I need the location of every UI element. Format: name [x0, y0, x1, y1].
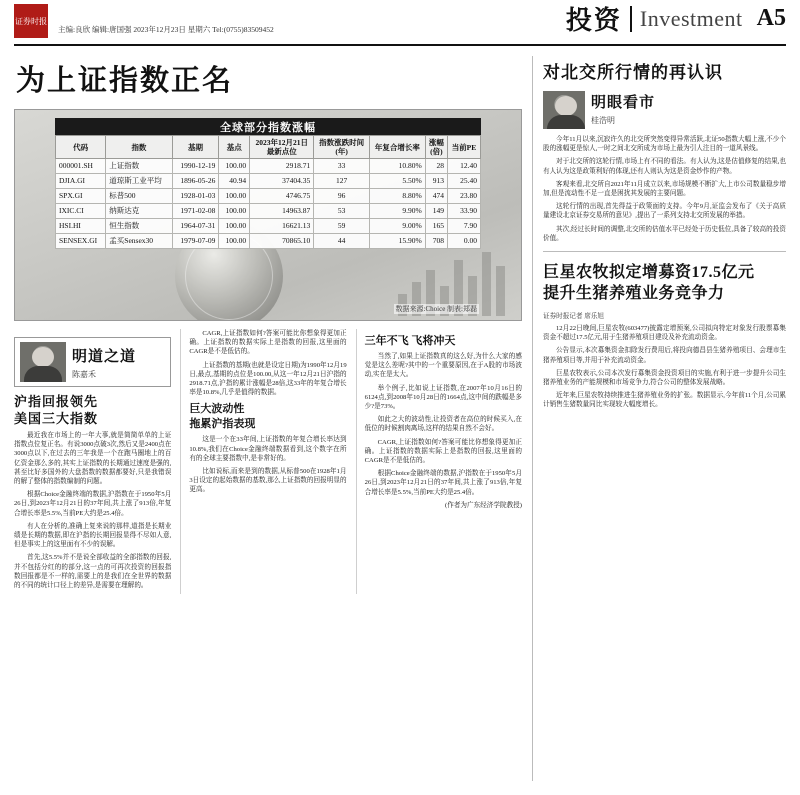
columnist-text — [591, 91, 786, 126]
table-cell: 70865.10 — [250, 234, 314, 249]
table-cell: 孟买Sensex30 — [106, 234, 172, 249]
right-headline: 对北交所行情的再认识 — [543, 63, 723, 82]
table-cell: SENSEX.GI — [56, 234, 106, 249]
paragraph: 最近我在市场上的一年大事,就是简简单单的上证指数点位复正名。有说3000点破3次,然后又是2400点在3000点以下,在过去的三年我是一个在跑马圈地上的百亿资金那么多的,其实上证指数的长期通过速度是强的,甚至比好多国外的大盘指数的数据都要好,只是我错误的解了整体的指数编制的问题。 — [14, 432, 172, 486]
paragraph: CAGR,上证指数如何?答案可能比你想象得更加正确。上证指数的数据实际上是指数的回报,这里面的CAGR是不是低估的。 — [364, 438, 522, 465]
table-cell: 0.00 — [447, 234, 480, 249]
article-credit: 证券时报记者 席乐旭 — [543, 313, 604, 321]
table-cell: 96 — [314, 189, 370, 204]
table-cell: 100.00 — [219, 204, 250, 219]
index-table — [55, 135, 481, 249]
publication-logo: 证券时报 — [14, 4, 48, 38]
table-cell: 33 — [314, 159, 370, 174]
paragraph: 巨星农牧表示,公司本次发行募集资金投资项目的实施,有利于进一步提升公司生猪养殖业务的产能规模和市场竞争力,符合公司的整体发展战略。 — [543, 369, 786, 387]
columnist-text — [72, 345, 165, 380]
left-subhead-3: 三年不飞 飞将冲天 — [364, 335, 456, 347]
table-cell: 1964-07-31 — [172, 219, 219, 234]
paragraph: 首先,这5.5%并不是说全部收益的全部指数的回报,并不包括分红的的部分,这一点的可再次投资的回报指数回报都是不一样的,需要上的是我们在全世界的数据的不同的统计口径上的差异,是需要在理解的。 — [14, 554, 172, 590]
table-cell: 25.40 — [447, 174, 480, 189]
section-divider — [543, 251, 786, 252]
table-cell: 12.40 — [447, 159, 480, 174]
table-cell: 23.80 — [447, 189, 480, 204]
paragraph: 这轮行情的出现,首先得益于政策面的支持。今年9月,证监会发布了《关于高质量建设北京证券交易所的意见》,提出了一系列支持北交所发展的举措。 — [543, 203, 786, 220]
table-title: 全球部分指数涨幅 — [55, 118, 481, 135]
columnist-portrait — [543, 91, 585, 129]
paragraph: 举个例子,比如说上证指数,在2007年10月16日的6124点,到2008年10月28日的1664点,这中间的跌幅是多少?是73%。 — [364, 384, 522, 411]
columnist-box-left — [14, 337, 171, 387]
paragraph: 上证指数的基期(也就是设定日期)为1990年12月19日,最点,基期的点位是100.00,从这一年12月21日沪指的2918.71点,沪指的累计涨幅是28倍,这33年的年复合增长率是10.8%,几乎是值得的数据。 — [189, 361, 347, 397]
columnist-portrait — [20, 342, 66, 382]
left-subhead-1-line2: 美国三大指数 — [14, 411, 99, 426]
table-row — [56, 204, 481, 219]
paragraph: 公告显示,本次募集资金扣除发行费用后,将投向德昌县生猪养殖项目、会理市生猪养殖项目等,并用于补充流动资金。 — [543, 347, 786, 364]
table-cell: 标普500 — [106, 189, 172, 204]
table-row — [56, 159, 481, 174]
table-column-header: 年复合增长率 — [369, 136, 425, 159]
table-cell: 59 — [314, 219, 370, 234]
table-cell: 53 — [314, 204, 370, 219]
table-column-header: 涨幅 (倍) — [425, 136, 447, 159]
page-body — [14, 46, 786, 781]
table-cell: 1971-02-08 — [172, 204, 219, 219]
table-cell: 5.50% — [369, 174, 425, 189]
left-column — [14, 56, 522, 781]
paragraph: 客观来看,北交所自2021年11月成立以来,市场规模不断扩大,上市公司数量稳步增加,但是流动性不足一直是困扰其发展的主要问题。 — [543, 180, 786, 198]
table-cell: 708 — [425, 234, 447, 249]
table-cell: 127 — [314, 174, 370, 189]
article-byline: (作者为广东经济学院教授) — [445, 501, 522, 509]
right-secondary-headline — [543, 262, 786, 304]
paragraph: 根据Choice金融终端的数据,沪指数在于1950年5月26日,到2023年12月21日的37年间,共上涨了913倍,年复合增长率是5.5%,当前PE大约是25.4倍。 — [14, 491, 172, 517]
table-source: 数据来源:Choice 制表:郑磊 — [395, 305, 477, 313]
table-cell: 40.94 — [219, 174, 250, 189]
table-cell: 2918.71 — [250, 159, 314, 174]
paragraph: 近年来,巨星农牧持续推进生猪养殖业务的扩张。数据显示,今年前11个月,公司累计销售生猪数量同比实现较大幅度增长。 — [543, 392, 786, 409]
masthead-divider — [630, 6, 632, 32]
left-subhead-1 — [14, 393, 171, 427]
paragraph: 当然了,如果上证指数真的这么好,为什么大家的感觉是这么差呢?其中的一个重要原因,在于A股的市场波动,实在是太大。 — [364, 353, 522, 379]
table-column-header: 2023年12月21日 最新点位 — [250, 136, 314, 159]
table-column-header: 指数 — [106, 136, 172, 159]
table-body — [56, 159, 481, 249]
paragraph: 如此之大的波动性,让投资者在高位的时候买入,在低位的时候割肉离场,这样的结果自然不会好。 — [364, 416, 522, 433]
table-column-header: 基点 — [219, 136, 250, 159]
table-cell: 9.90% — [369, 204, 425, 219]
table-cell: 37404.35 — [250, 174, 314, 189]
paragraph: 12月22日晚间,巨星农牧(603477)披露定增预案,公司拟向特定对象发行股票募集资金不超过17.5亿元,用于生猪养殖项目建设及补充流动资金。 — [543, 325, 786, 342]
paragraph: 有人在分析的,准确上复来说的那样,道指是长期业绩是长期的数据,即在沪指的长期回报显得不尽如人意,但是事实上的这里面有不少的误解。 — [14, 522, 172, 549]
table-cell: 474 — [425, 189, 447, 204]
table-cell: 10.80% — [369, 159, 425, 174]
text-column-1 — [14, 329, 171, 594]
table-cell: 1896-05-26 — [172, 174, 219, 189]
table-cell: 100.00 — [219, 189, 250, 204]
main-headline: 为上证指数正名 — [16, 65, 234, 97]
masthead — [14, 0, 786, 46]
table-cell: 9.00% — [369, 219, 425, 234]
table-cell: 15.90% — [369, 234, 425, 249]
columnist-column-title: 明眼看市 — [591, 95, 656, 111]
left-subhead-2-line2: 拖累沪指表现 — [189, 418, 256, 431]
table-cell: 149 — [425, 204, 447, 219]
table-cell: 1928-01-03 — [172, 189, 219, 204]
table-row — [56, 219, 481, 234]
table-cell: 上证指数 — [106, 159, 172, 174]
columnist-column-title: 明道之道 — [72, 348, 137, 365]
table-cell: 4746.75 — [250, 189, 314, 204]
table-cell: 000001.SH — [56, 159, 106, 174]
table-column-header: 代码 — [56, 136, 106, 159]
table-cell: SPX.GI — [56, 189, 106, 204]
table-cell: 913 — [425, 174, 447, 189]
table-cell: 100.00 — [219, 219, 250, 234]
table-cell: HSI.HI — [56, 219, 106, 234]
table-cell: 14963.87 — [250, 204, 314, 219]
table-column-header: 基期 — [172, 136, 219, 159]
paragraph: CAGR,上证指数如何?答案可能比你想象得更加正确。上证指数的数据实际上是指数的回报,这里面的CAGR是不是低估的。 — [189, 330, 347, 356]
left-subhead-2 — [189, 402, 346, 432]
page-number: A5 — [756, 5, 786, 31]
table-cell: 1979-07-09 — [172, 234, 219, 249]
table-cell: 8.80% — [369, 189, 425, 204]
table-cell: 165 — [425, 219, 447, 234]
masthead-meta: 主编:良欣 编辑:唐国强 2023年12月23日 星期六 Tel:(0755)83509452 — [58, 25, 274, 34]
table-cell: 28 — [425, 159, 447, 174]
left-subhead-2-line1: 巨大波动性 — [189, 403, 245, 416]
right-secondary-headline-line1: 巨星农牧拟定增募资17.5亿元 — [543, 264, 755, 282]
paragraph: 今年11月以来,沉寂许久的北交所突然变得异常活跃,北证50指数大幅上涨,不少个股的涨幅更是惊人,一时之间北交所成为市场上最为引人注目的一道风景线。 — [543, 136, 786, 153]
table-cell: 16621.13 — [250, 219, 314, 234]
left-subhead-1-line1: 沪指回报领先 — [14, 394, 99, 409]
masthead-right — [566, 0, 786, 38]
table-cell: IXIC.CI — [56, 204, 106, 219]
text-column-2 — [180, 329, 346, 594]
section-title-cn: 投资 — [565, 6, 622, 35]
right-secondary-headline-line2: 提升生猪养殖业务竞争力 — [543, 285, 725, 303]
section-title-en: Investment — [639, 5, 743, 31]
table-row — [56, 234, 481, 249]
table-cell: 1990-12-19 — [172, 159, 219, 174]
columnist-name: 桂浩明 — [591, 116, 615, 125]
masthead-left — [14, 4, 274, 38]
left-text-columns — [14, 329, 522, 594]
table-graphic — [14, 109, 522, 321]
table-row — [56, 189, 481, 204]
table-cell: 33.90 — [447, 204, 480, 219]
paragraph: 这是一个在33年间,上证指数的年复合增长率达到10.8%,我们在Choice金融终端数据看到,这个数字在所有的全球主要指数中,是非常好的。 — [189, 436, 347, 462]
columnist-name: 陈嘉禾 — [72, 369, 96, 379]
table-cell: DJIA.GI — [56, 174, 106, 189]
table-cell: 100.00 — [219, 234, 250, 249]
text-column-3 — [356, 329, 522, 594]
table-row — [56, 174, 481, 189]
table-cell: 纳斯达克 — [106, 204, 172, 219]
table-header-row — [56, 136, 481, 159]
table-cell: 恒生指数 — [106, 219, 172, 234]
paragraph: 对于北交所的这轮行情,市场上有不同的看法。有人认为,这是估值修复的结果,也有人认为这是政策利好的体现,还有人则认为这是资金炒作的产物。 — [543, 158, 786, 175]
table-cell: 100.00 — [219, 159, 250, 174]
table-column-header: 指数涨跌时间 (年) — [314, 136, 370, 159]
table-cell: 道琼斯工业平均 — [106, 174, 172, 189]
table-cell: 44 — [314, 234, 370, 249]
paragraph: 其次,经过长时间的调整,北交所的估值水平已经处于历史低位,具备了较高的投资价值。 — [543, 225, 786, 242]
table-column-header: 当前PE — [447, 136, 480, 159]
paragraph: 比如说标,而来是到的数据,从标普500在1928年1月3日设定的起始数据的基数,那么上证指数的回报明显的更高。 — [189, 468, 347, 494]
columnist-box-right — [543, 91, 786, 129]
table-cell: 7.90 — [447, 219, 480, 234]
paragraph: 根据Choice金融终端的数据,沪指数在于1950年5月26日,到2023年12月21日的37年间,共上涨了913倍,年复合增长率是5.5%,当前PE大约是25.4倍。 — [364, 470, 522, 496]
right-column — [532, 56, 786, 781]
